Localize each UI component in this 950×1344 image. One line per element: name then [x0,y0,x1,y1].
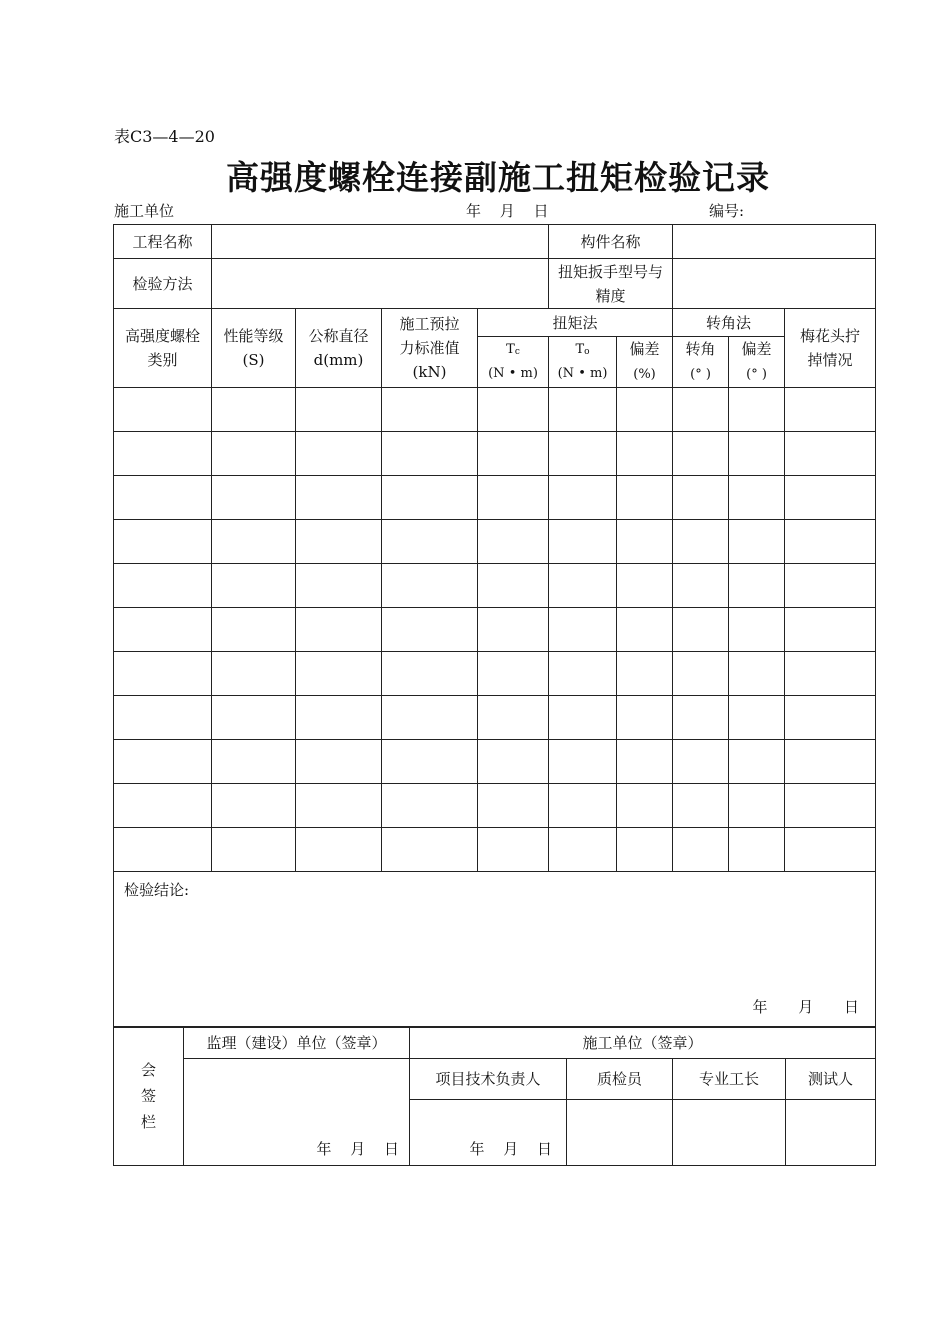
table-cell[interactable] [549,520,617,564]
angle-dev-unit: (° ) [746,367,767,382]
table-cell[interactable] [478,740,549,784]
table-cell[interactable] [617,784,673,828]
wrench-field[interactable] [673,259,876,309]
table-cell[interactable] [382,652,478,696]
table-cell[interactable] [114,432,212,476]
table-cell[interactable] [729,696,785,740]
table-cell[interactable] [478,652,549,696]
table-cell[interactable] [729,740,785,784]
table-cell[interactable] [296,828,382,872]
table-cell[interactable] [212,652,296,696]
table-cell[interactable] [729,432,785,476]
table-cell[interactable] [729,828,785,872]
to-symbol: T [575,342,585,357]
table-cell[interactable] [382,564,478,608]
table-cell[interactable] [617,828,673,872]
supervisor-label: 监理（建设）单位（签章） [184,1027,410,1059]
contractor-date: 年 月 日 [469,1140,552,1158]
table-row [114,828,876,872]
table-cell[interactable] [382,476,478,520]
table-cell[interactable] [478,784,549,828]
table-cell[interactable] [673,740,729,784]
table-cell[interactable] [296,520,382,564]
table-cell[interactable] [729,388,785,432]
table-cell[interactable] [617,696,673,740]
table-cell[interactable] [785,740,876,784]
table-cell[interactable] [673,652,729,696]
table-cell[interactable] [212,476,296,520]
inspection-table [113,224,876,1028]
contractor-label: 施工单位（签章） [410,1027,876,1059]
table-cell[interactable] [549,696,617,740]
table-row [114,608,876,652]
table-cell[interactable] [212,828,296,872]
table-cell[interactable] [382,784,478,828]
table-cell[interactable] [382,828,478,872]
table-cell[interactable] [114,564,212,608]
table-cell[interactable] [785,784,876,828]
table-cell[interactable] [673,476,729,520]
table-cell[interactable] [114,652,212,696]
table-cell[interactable] [785,432,876,476]
table-cell[interactable] [296,432,382,476]
foreman-sign-field[interactable] [673,1100,786,1166]
table-cell[interactable] [296,564,382,608]
table-cell[interactable] [212,388,296,432]
table-row [114,784,876,828]
table-cell[interactable] [617,652,673,696]
table-cell[interactable] [673,520,729,564]
table-cell[interactable] [673,828,729,872]
table-cell[interactable] [673,696,729,740]
table-cell[interactable] [478,696,549,740]
table-row [114,520,876,564]
angle-unit: (° ) [690,367,711,382]
table-cell[interactable] [478,828,549,872]
table-cell[interactable] [296,388,382,432]
table-cell[interactable] [478,608,549,652]
table-cell[interactable] [114,476,212,520]
table-cell[interactable] [114,696,212,740]
project-name-field[interactable] [212,225,549,259]
table-cell[interactable] [296,696,382,740]
table-cell[interactable] [617,432,673,476]
signature-header-row [114,1027,876,1059]
table-cell[interactable] [617,564,673,608]
table-row [114,388,876,432]
table-cell[interactable] [296,784,382,828]
col-bolt-type: 高强度螺栓类别 [114,309,212,388]
table-cell[interactable] [785,828,876,872]
number-label: 编号: [709,202,745,220]
table-cell[interactable] [785,564,876,608]
tc-subscript: c [514,347,520,357]
tester-label: 测试人 [786,1059,876,1100]
supervisor-sign-field[interactable] [184,1059,410,1166]
component-name-field[interactable] [673,225,876,259]
to-subscript: o [584,347,590,357]
table-row [114,696,876,740]
col-torque-deviation [617,337,673,388]
table-cell[interactable] [617,476,673,520]
table-cell[interactable] [478,476,549,520]
table-cell[interactable] [478,432,549,476]
table-cell[interactable] [729,564,785,608]
table-cell[interactable] [212,520,296,564]
col-torque-method: 扭矩法 [478,309,673,337]
tester-sign-field[interactable] [786,1100,876,1166]
table-cell[interactable] [114,784,212,828]
table-cell[interactable] [382,520,478,564]
table-cell[interactable] [785,696,876,740]
table-cell[interactable] [296,652,382,696]
table-cell[interactable] [478,564,549,608]
table-cell[interactable] [212,608,296,652]
tc-unit: (N • m) [488,366,538,381]
table-cell[interactable] [549,608,617,652]
col-plum-head: 梅花头拧掉情况 [785,309,876,388]
form-code: 表C3—4—20 [114,127,215,146]
conclusion-date: 年 月 日 [752,998,860,1016]
tech-lead-sign-field[interactable] [410,1100,567,1166]
signature-table [113,1026,876,1166]
table-cell[interactable] [549,740,617,784]
conclusion-field[interactable] [114,872,876,1028]
table-cell[interactable] [382,696,478,740]
table-cell[interactable] [729,520,785,564]
tech-lead-label: 项目技术负责人 [410,1059,567,1100]
table-cell[interactable] [673,564,729,608]
col-grade: 性能等级(S) [212,309,296,388]
table-cell[interactable] [549,432,617,476]
table-cell[interactable] [617,740,673,784]
table-cell[interactable] [382,388,478,432]
construction-unit-label: 施工单位 [114,202,175,220]
table-row [114,652,876,696]
method-row [114,259,876,309]
to-unit: (N • m) [557,366,608,381]
method-field[interactable] [212,259,549,309]
col-tc [478,337,549,388]
table-cell[interactable] [729,476,785,520]
table-cell[interactable] [114,740,212,784]
table-cell[interactable] [549,388,617,432]
inspector-label: 质检员 [567,1059,673,1100]
component-name-label: 构件名称 [549,225,673,259]
col-pretension: 施工预拉力标准值(kN) [382,309,478,388]
table-cell[interactable] [729,784,785,828]
table-cell[interactable] [549,828,617,872]
table-cell[interactable] [673,432,729,476]
table-cell[interactable] [617,608,673,652]
table-cell[interactable] [617,388,673,432]
table-cell[interactable] [785,388,876,432]
table-cell[interactable] [549,784,617,828]
table-cell[interactable] [114,520,212,564]
page-title: 高强度螺栓连接副施工扭矩检验记录 [226,158,770,197]
table-cell[interactable] [382,608,478,652]
table-cell[interactable] [478,520,549,564]
wrench-label: 扭矩扳手型号与精度 [549,259,673,309]
col-diameter: 公称直径d(mm) [296,309,382,388]
col-angle-deviation [729,337,785,388]
conclusion-row [114,872,876,1028]
table-row [114,564,876,608]
torque-dev-label: 偏差 [629,340,660,358]
table-row [114,476,876,520]
angle-label: 转角 [685,340,716,358]
table-cell[interactable] [296,608,382,652]
signature-roles-row [114,1059,876,1100]
method-label: 检验方法 [114,259,212,309]
table-row [114,740,876,784]
table-cell[interactable] [114,388,212,432]
table-cell[interactable] [729,608,785,652]
table-cell[interactable] [296,740,382,784]
table-cell[interactable] [785,652,876,696]
angle-dev-label: 偏差 [741,340,772,358]
supervisor-date: 年 月 日 [316,1140,399,1158]
table-cell[interactable] [617,520,673,564]
table-cell[interactable] [549,476,617,520]
table-cell[interactable] [673,388,729,432]
table-cell[interactable] [785,520,876,564]
table-cell[interactable] [212,696,296,740]
conclusion-label: 检验结论: [124,881,190,899]
table-cell[interactable] [212,740,296,784]
tc-symbol: T [506,342,515,357]
col-angle [673,337,729,388]
signature-side-label: 会签栏 [114,1027,184,1166]
table-row [114,432,876,476]
col-to [549,337,617,388]
table-cell[interactable] [549,652,617,696]
table-cell[interactable] [114,828,212,872]
table-cell[interactable] [212,432,296,476]
table-cell[interactable] [382,740,478,784]
table-cell[interactable] [478,388,549,432]
table-cell[interactable] [673,784,729,828]
torque-dev-unit: (%) [633,367,656,382]
table-cell[interactable] [785,476,876,520]
date-label: 年 月 日 [466,202,549,220]
inspector-sign-field[interactable] [567,1100,673,1166]
table-cell[interactable] [729,652,785,696]
col-angle-method: 转角法 [673,309,785,337]
table-cell[interactable] [785,608,876,652]
header-row-1 [114,309,876,337]
table-cell[interactable] [212,564,296,608]
table-cell[interactable] [382,432,478,476]
table-cell[interactable] [114,608,212,652]
project-name-label: 工程名称 [114,225,212,259]
table-cell[interactable] [673,608,729,652]
table-cell[interactable] [296,476,382,520]
table-cell[interactable] [549,564,617,608]
project-name-row [114,225,876,259]
foreman-label: 专业工长 [673,1059,786,1100]
table-cell[interactable] [212,784,296,828]
